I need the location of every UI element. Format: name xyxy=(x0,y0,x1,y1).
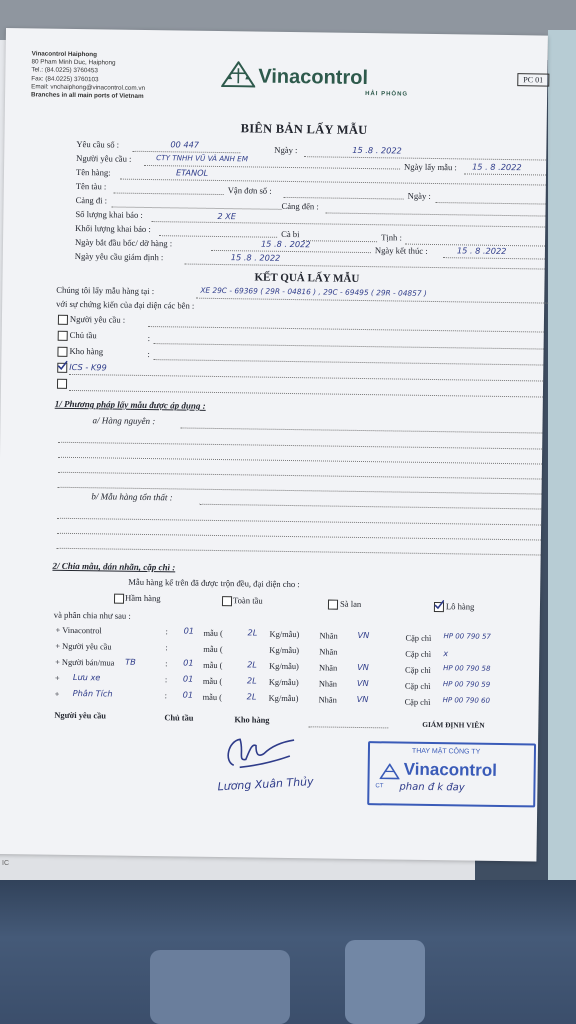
company-email: Email: vnchaiphong@vinacontrol.com.vn xyxy=(31,83,146,92)
dotted-line xyxy=(325,212,545,216)
party-label: Chủ tầu xyxy=(69,329,97,341)
logo-emblem-icon xyxy=(221,61,255,92)
split-qty: 01 xyxy=(183,625,195,636)
field-label: Ngày kết thúc : xyxy=(374,245,428,256)
colon: : xyxy=(147,349,150,360)
field-label: Ngày bắt đầu bốc/ dỡ hàng : xyxy=(74,236,173,249)
dotted-line xyxy=(151,221,545,228)
field-value: 15 .8 . 2022 xyxy=(230,252,281,263)
dotted-line xyxy=(58,457,542,465)
split-party-hw: Lưu xe xyxy=(72,671,101,683)
split-kg: Kg/mẫu) xyxy=(269,645,300,656)
section1-title: 1/ Phương pháp lấy mẫu được áp dụng : xyxy=(54,398,206,411)
sampling-value: XE 29C - 69369 ( 29R - 04816 ) , 29C - 69495 ( 29R - 04857 ) xyxy=(200,285,427,298)
split-unit: mẫu ( xyxy=(203,644,223,655)
dotted-line xyxy=(57,533,541,541)
dotted-line xyxy=(69,390,543,398)
party-label: ICS - K99 xyxy=(69,361,107,373)
section2-title: 2/ Chia mẫu, dán nhãn, cặp chì : xyxy=(52,560,176,573)
split-unit: mẫu ( xyxy=(202,692,223,703)
field-label: Ngày : xyxy=(407,190,431,201)
jeans-fold xyxy=(150,950,290,1024)
dotted-line xyxy=(303,240,377,242)
checkbox[interactable] xyxy=(57,347,67,357)
dotted-line xyxy=(185,264,545,270)
split-seal-t: Cặp chì xyxy=(405,665,431,675)
field-label: Ngày : xyxy=(274,144,298,156)
company-block xyxy=(31,50,146,101)
split-party: + xyxy=(54,673,60,683)
field-label: Ngày yêu cầu giám định : xyxy=(74,250,164,263)
dotted-line xyxy=(148,326,544,333)
jeans-fold xyxy=(345,940,425,1024)
split-label-t: Nhãn xyxy=(318,695,337,705)
dotted-line xyxy=(57,518,541,526)
stamp-top: THAY MẶT CÔNG TY xyxy=(411,747,481,756)
colon: : xyxy=(164,691,168,701)
stamp-name: Vinacontrol xyxy=(403,759,498,780)
split-kg: Kg/mẫu) xyxy=(269,661,299,672)
option-label: Sà lan xyxy=(339,598,362,610)
option-label: Hầm hàng xyxy=(124,592,161,604)
stamp-emblem-icon xyxy=(379,763,399,784)
company-tel: Tel.: (84.0225) 3760453 xyxy=(31,66,98,75)
field-label: Số lượng khai báo : xyxy=(75,208,143,220)
split-party: + xyxy=(54,689,60,699)
signer-name: Lương Xuân Thủy xyxy=(217,775,314,794)
field-value: 15 . 8 .2022 xyxy=(456,245,507,257)
check-icon xyxy=(57,361,67,371)
field-label: Tịnh : xyxy=(381,232,402,243)
split-kg: Kg/mẫu) xyxy=(269,629,300,640)
checkbox[interactable] xyxy=(222,596,232,606)
stamp-code: CT xyxy=(375,783,384,790)
form-code: PC 01 xyxy=(517,73,549,86)
split-seal-t: Cặp chì xyxy=(405,649,432,659)
section1-b: b/ Mẫu hàng tổn thất : xyxy=(91,491,173,503)
split-label-t: Nhãn xyxy=(319,631,338,641)
checkbox-checked[interactable] xyxy=(57,363,67,373)
company-name: Vinacontrol Haiphong xyxy=(31,50,97,59)
sig-label: Kho hàng xyxy=(234,715,270,725)
field-label: Cà bi xyxy=(281,228,300,240)
dotted-line xyxy=(199,504,541,510)
split-seal-v: HP 00 790 57 xyxy=(443,632,491,641)
split-seal-v: HP 00 790 58 xyxy=(443,664,491,673)
logo-subtext: HẢI PHÒNG xyxy=(365,91,409,98)
split-kg: Kg/mẫu) xyxy=(268,693,299,704)
field-value: 15 . 8 .2022 xyxy=(472,161,522,173)
split-label-t: Nhãn xyxy=(319,647,338,657)
field-label: Tên hàng: xyxy=(75,166,111,178)
checkbox[interactable] xyxy=(328,600,338,610)
field-label: Cảng đến : xyxy=(281,200,319,212)
field-value: 15 .8 . 2022 xyxy=(260,238,311,250)
field-label: Yêu cầu số : xyxy=(76,138,120,150)
result-title: KẾT QUẢ LẤY MẪU xyxy=(254,271,360,285)
dotted-line xyxy=(196,298,548,304)
split-seal-t: Cặp chì xyxy=(404,697,431,707)
field-value: 00 447 xyxy=(170,139,200,150)
field-value: 2 XE xyxy=(217,210,237,222)
field-label: Người yêu cầu : xyxy=(76,152,132,164)
split-party-hw: Phân Tích xyxy=(72,687,113,699)
split-unit: mẫu ( xyxy=(203,660,223,671)
party-label: Kho hàng xyxy=(69,345,104,357)
check-icon xyxy=(434,600,444,610)
dotted-line xyxy=(57,548,541,556)
split-party: + Vinacontrol xyxy=(55,625,102,636)
witness-text: với sự chứng kiến của đại diện các bên : xyxy=(56,298,195,311)
split-label-v: VN xyxy=(356,693,369,705)
colon: : xyxy=(147,333,151,344)
split-label-v: VN xyxy=(357,661,369,673)
stamp-signature: phan đ k đay xyxy=(399,781,465,794)
sig-label: GIÁM ĐỊNH VIÊN xyxy=(422,719,485,730)
sig-label: Người yêu cầu xyxy=(54,710,107,721)
split-size: 2L xyxy=(247,659,257,670)
edge-text: IC xyxy=(2,860,9,867)
field-label: Ngày lấy mẫu : xyxy=(404,161,457,173)
dotted-line xyxy=(69,374,543,382)
colon: : xyxy=(165,627,168,637)
colon: : xyxy=(165,659,168,669)
logo-text: Vinacontrol xyxy=(258,65,369,90)
checkbox-checked[interactable] xyxy=(434,602,444,612)
split-qty: 01 xyxy=(183,657,194,668)
colon: : xyxy=(164,675,168,685)
split-label-t: Nhãn xyxy=(319,663,338,673)
split-party: + Người bán/mua xyxy=(55,657,115,668)
company-stamp xyxy=(367,741,536,807)
dotted-line xyxy=(120,179,546,186)
split-qty: 01 xyxy=(182,673,194,684)
section1-a: a/ Hàng nguyên : xyxy=(92,415,156,427)
field-label: Khối lượng khai báo : xyxy=(75,222,151,235)
dotted-line xyxy=(304,156,546,160)
sampling-label: Chúng tôi lấy mẫu hàng tại : xyxy=(56,284,155,297)
signature-mark xyxy=(220,731,301,776)
document-sheet xyxy=(0,28,548,861)
field-value: ETANOL xyxy=(175,167,209,178)
split-kg: Kg/mẫu) xyxy=(268,677,299,688)
split-size: 2L xyxy=(246,675,257,686)
split-party-hw: TB xyxy=(125,656,136,667)
field-value: CTY TNHH VŨ VÀ ANH EM xyxy=(156,153,249,164)
field-label: Tên tàu : xyxy=(75,180,107,192)
split-qty: 01 xyxy=(182,689,194,700)
checkbox[interactable] xyxy=(57,379,67,389)
party-label: Người yêu cầu : xyxy=(69,313,126,325)
background-right-sheet xyxy=(548,30,576,910)
dotted-line xyxy=(436,202,546,205)
split-seal-v: x xyxy=(443,648,449,659)
company-branches: Branches in all main ports of Vietnam xyxy=(31,91,144,100)
dotted-line xyxy=(308,726,388,728)
dotted-line xyxy=(180,427,542,433)
field-label: Vận đơn số : xyxy=(227,185,272,196)
dotted-line xyxy=(154,343,544,349)
split-label-v: VN xyxy=(356,677,369,689)
split-text: và phân chia như sau : xyxy=(53,609,131,621)
dotted-line xyxy=(153,359,543,365)
checkbox[interactable] xyxy=(58,315,68,325)
dotted-line xyxy=(159,235,277,238)
company-fax: Fax: (84.0225) 3760103 xyxy=(31,74,99,83)
split-label-v: VN xyxy=(357,629,370,641)
dotted-line xyxy=(114,193,224,196)
dotted-line xyxy=(58,442,542,450)
dotted-line xyxy=(284,197,404,200)
split-seal-v: HP 00 790 60 xyxy=(442,696,491,705)
checkbox[interactable] xyxy=(58,331,68,341)
split-unit: mẫu ( xyxy=(202,676,223,687)
sig-label: Chủ tầu xyxy=(164,713,194,723)
option-label: Toàn tầu xyxy=(232,595,263,606)
checkbox[interactable] xyxy=(114,594,124,604)
split-unit: mẫu ( xyxy=(203,628,223,639)
option-label: Lô hàng xyxy=(445,601,475,612)
split-seal-t: Cặp chì xyxy=(405,633,432,643)
split-seal-t: Cặp chì xyxy=(404,681,431,691)
dotted-line xyxy=(443,257,545,259)
field-label: Cảng đi : xyxy=(75,194,108,206)
field-value: 15 .8 . 2022 xyxy=(352,144,402,156)
split-size: 2L xyxy=(247,627,258,638)
mixed-text: Mẫu hàng kể trên đã được trộn đều, đại diện cho : xyxy=(128,576,300,590)
dotted-line xyxy=(464,173,546,175)
split-label-t: Nhãn xyxy=(318,679,338,689)
document-title: BIÊN BẢN LẤY MẪU xyxy=(240,121,368,138)
company-address: 80 Pham Minh Duc, Haiphong xyxy=(31,58,116,67)
split-party: + Người yêu cầu xyxy=(55,641,112,652)
dotted-line xyxy=(58,472,542,480)
split-size: 2L xyxy=(246,691,257,702)
split-seal-v: HP 00 790 59 xyxy=(442,680,491,689)
colon: : xyxy=(165,643,168,653)
